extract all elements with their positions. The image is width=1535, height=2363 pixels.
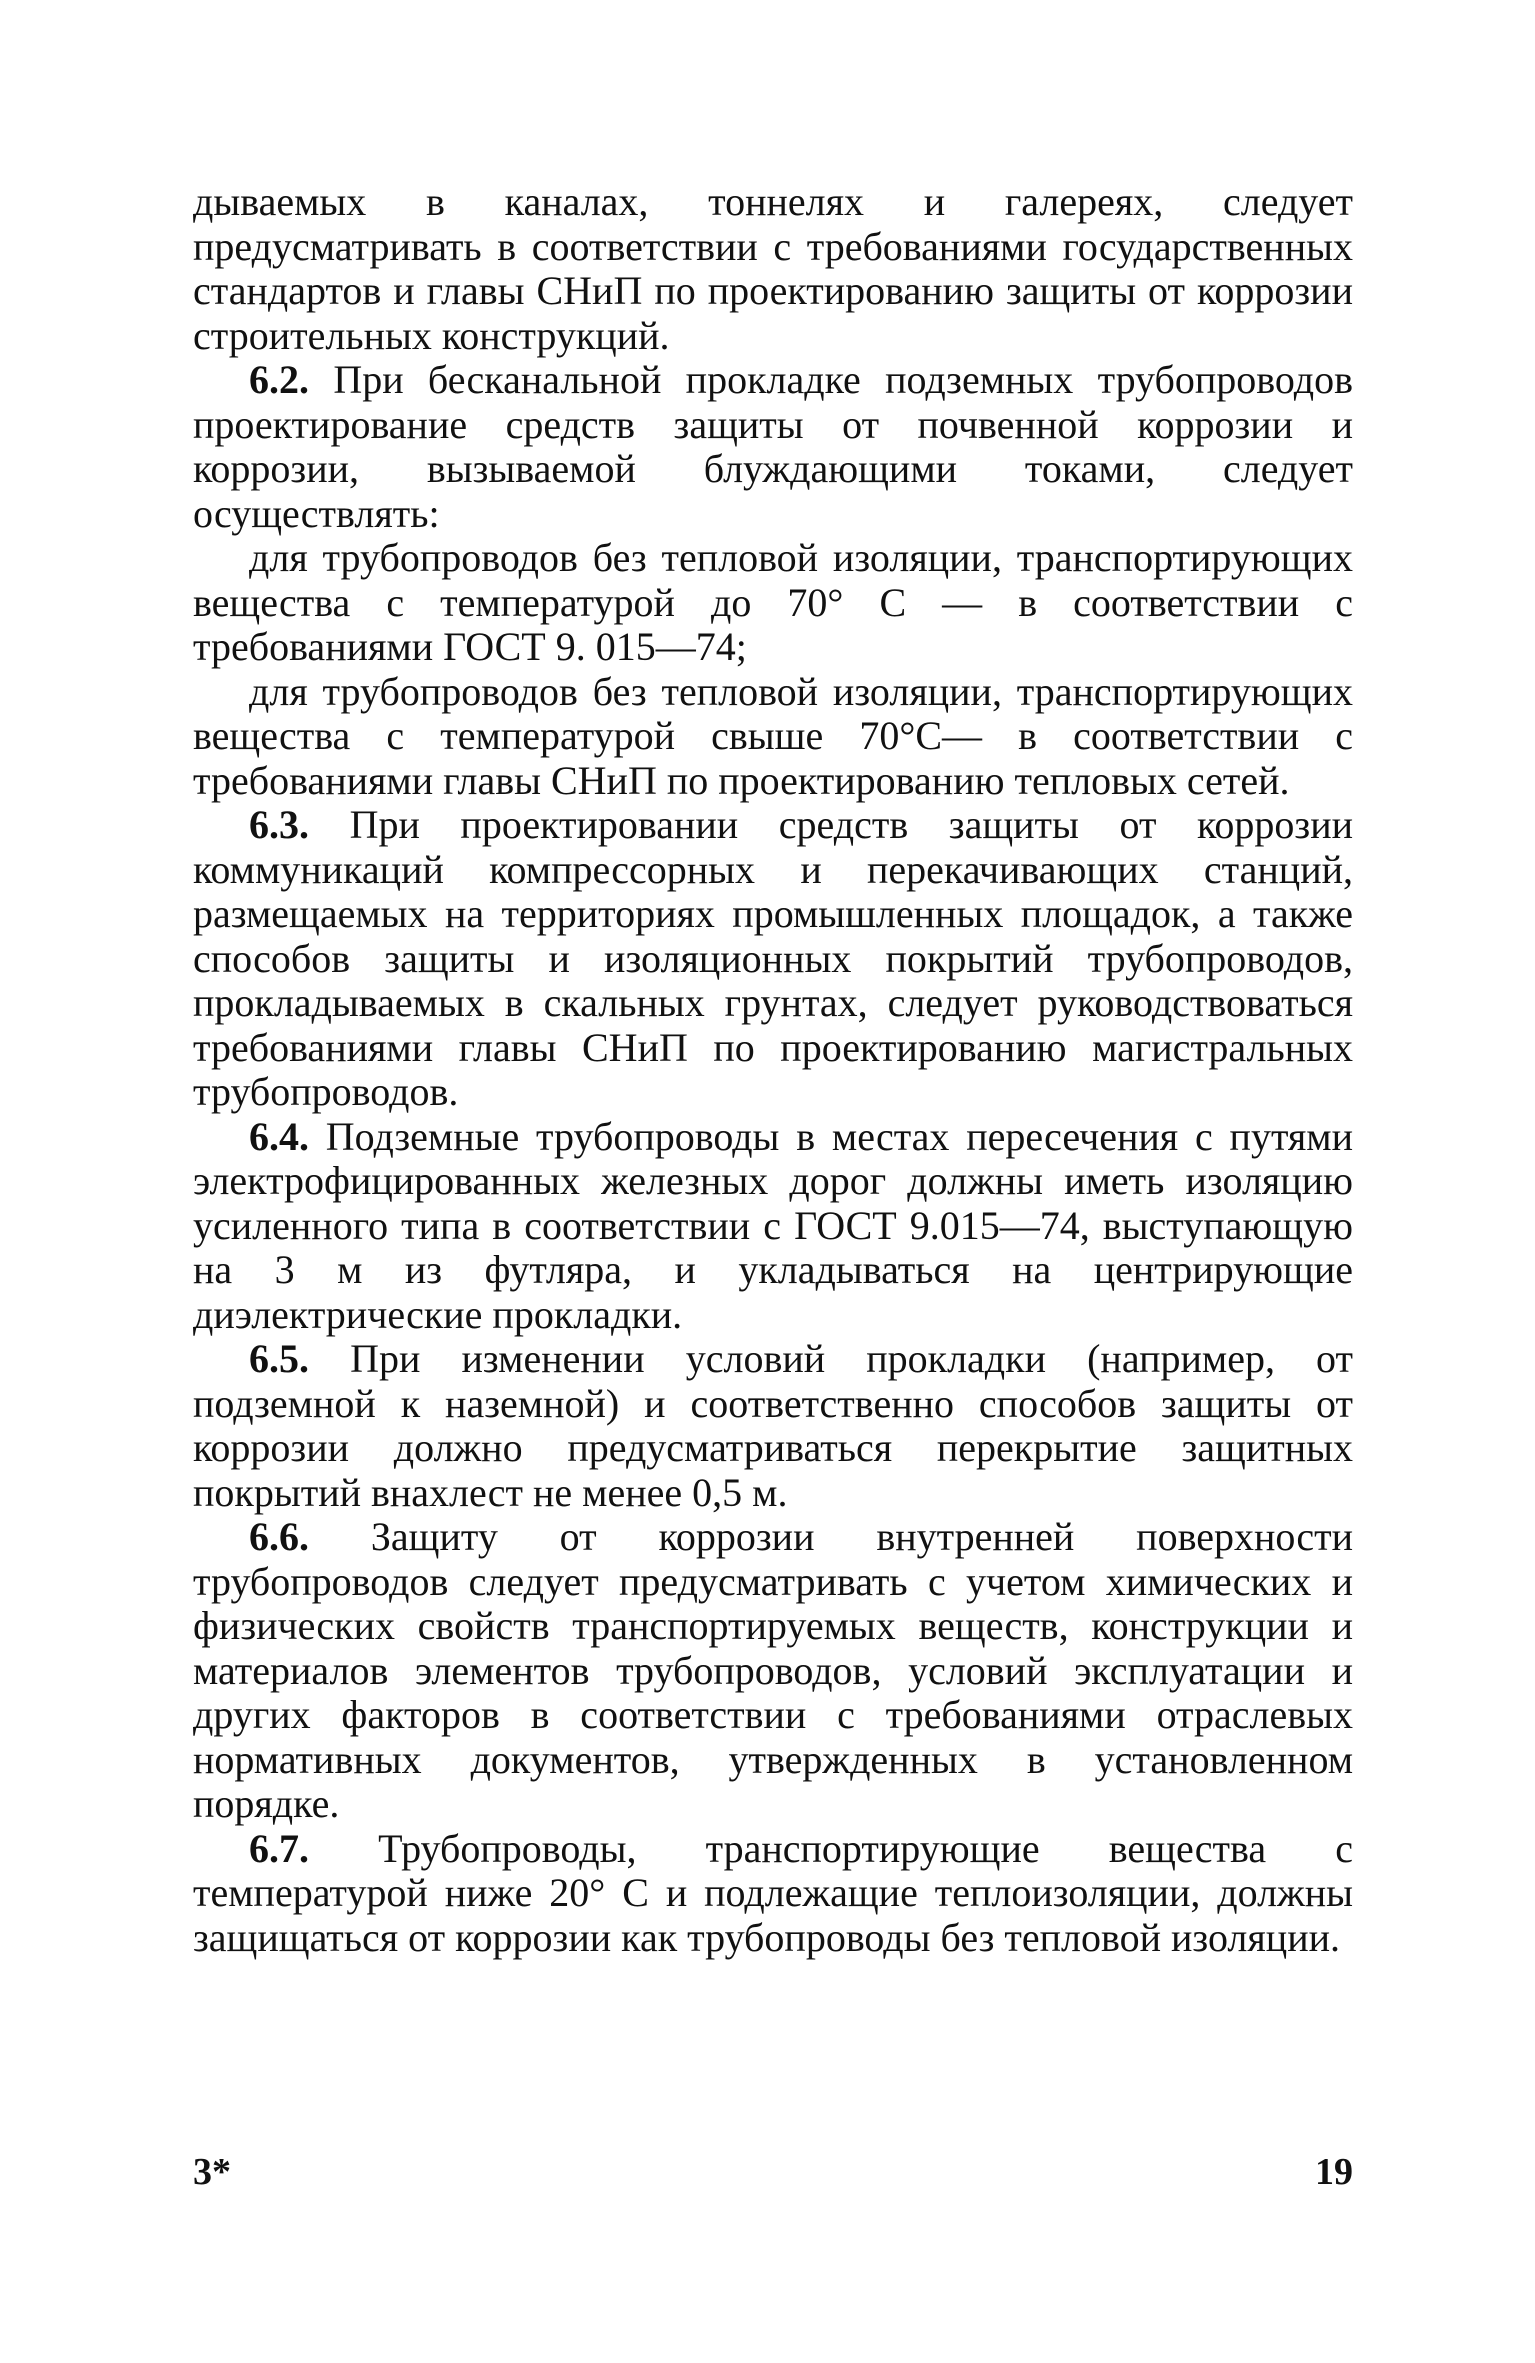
paragraph-text: Трубопроводы, транспортирующие вещества с температурой ниже 20° С и подлежащие теплоизоляции, должны защищаться от коррозии как трубопроводы без тепловой изоляции. <box>193 1825 1353 1960</box>
paragraph-continuation <box>193 180 1353 358</box>
paragraph-text: При проектировании средств защиты от коррозии коммуникаций компрессорных и перекачивающих станций, размещаемых на территориях промышленных площадок, а также способов защиты и изоляционных покрытий трубопроводов, прокладываемых в скальных грунтах, следует руководствоваться требованиями главы СНиП по проектированию магистральных трубопроводов. <box>193 802 1354 1114</box>
paragraph-6-4 <box>193 1115 1353 1338</box>
paragraph-6-5 <box>193 1337 1353 1515</box>
paragraph-text: для трубопроводов без тепловой изоляции, транспортирующих вещества с температурой свыше 70°С— в соответствии с требованиями главы СНиП по проектированию тепловых сетей. <box>193 668 1353 803</box>
document-body <box>193 180 1353 1960</box>
paragraph-6-2-item-2 <box>193 670 1353 804</box>
clause-number: 6.3. <box>249 802 309 847</box>
paragraph-text: При изменении условий прокладки (например, от подземной к наземной) и соответственно способов защиты от коррозии должно предусматриваться перекрытие защитных покрытий внахлест не менее 0,5 м. <box>193 1336 1354 1515</box>
clause-number: 6.2. <box>249 357 309 402</box>
paragraph-6-6 <box>193 1515 1353 1827</box>
clause-number: 6.4. <box>249 1113 309 1159</box>
paragraph-6-2-item-1 <box>193 536 1353 670</box>
signature-mark: 3* <box>193 2151 231 2193</box>
paragraph-text: для трубопроводов без тепловой изоляции, транспортирующих вещества с температурой до 70° С — в соответствии с требованиями ГОСТ 9. 015—74; <box>193 535 1353 669</box>
paragraph-text: дываемых в каналах, тоннелях и галереях, следует предусматривать в соответствии с требованиями государственных стандартов и главы СНиП по проектированию защиты от коррозии строительных конструкций. <box>193 179 1353 358</box>
page-number: 19 <box>1315 2151 1353 2193</box>
clause-number: 6.6. <box>249 1514 309 1559</box>
paragraph-text: Подземные трубопроводы в местах пересечения с путями электрофицированных железных дорог должны иметь изоляцию усиленного типа в соответствии с ГОСТ 9.015—74, выступающую на 3 м из футляра, и укладываться на центрирующие диэлектрические прокладки. <box>193 1113 1354 1337</box>
paragraph-6-7 <box>193 1827 1353 1961</box>
paragraph-6-2 <box>193 358 1353 536</box>
paragraph-6-3 <box>193 803 1353 1115</box>
paragraph-text: Защиту от коррозии внутренней поверхности трубопроводов следует предусматривать с учетом химических и физических свойств транспортируемых веществ, конструкции и материалов элементов трубопроводов, условий эксплуатации и других факторов в соответствии с требованиями отраслевых нормативных документов, утвержденных в установленном порядке. <box>193 1514 1354 1826</box>
clause-number: 6.7. <box>249 1825 309 1871</box>
clause-number: 6.5. <box>249 1336 309 1381</box>
paragraph-text: При бесканальной прокладке подземных трубопроводов проектирование средств защиты от почвенной коррозии и коррозии, вызываемой блуждающими токами, следует осуществлять: <box>193 357 1353 536</box>
